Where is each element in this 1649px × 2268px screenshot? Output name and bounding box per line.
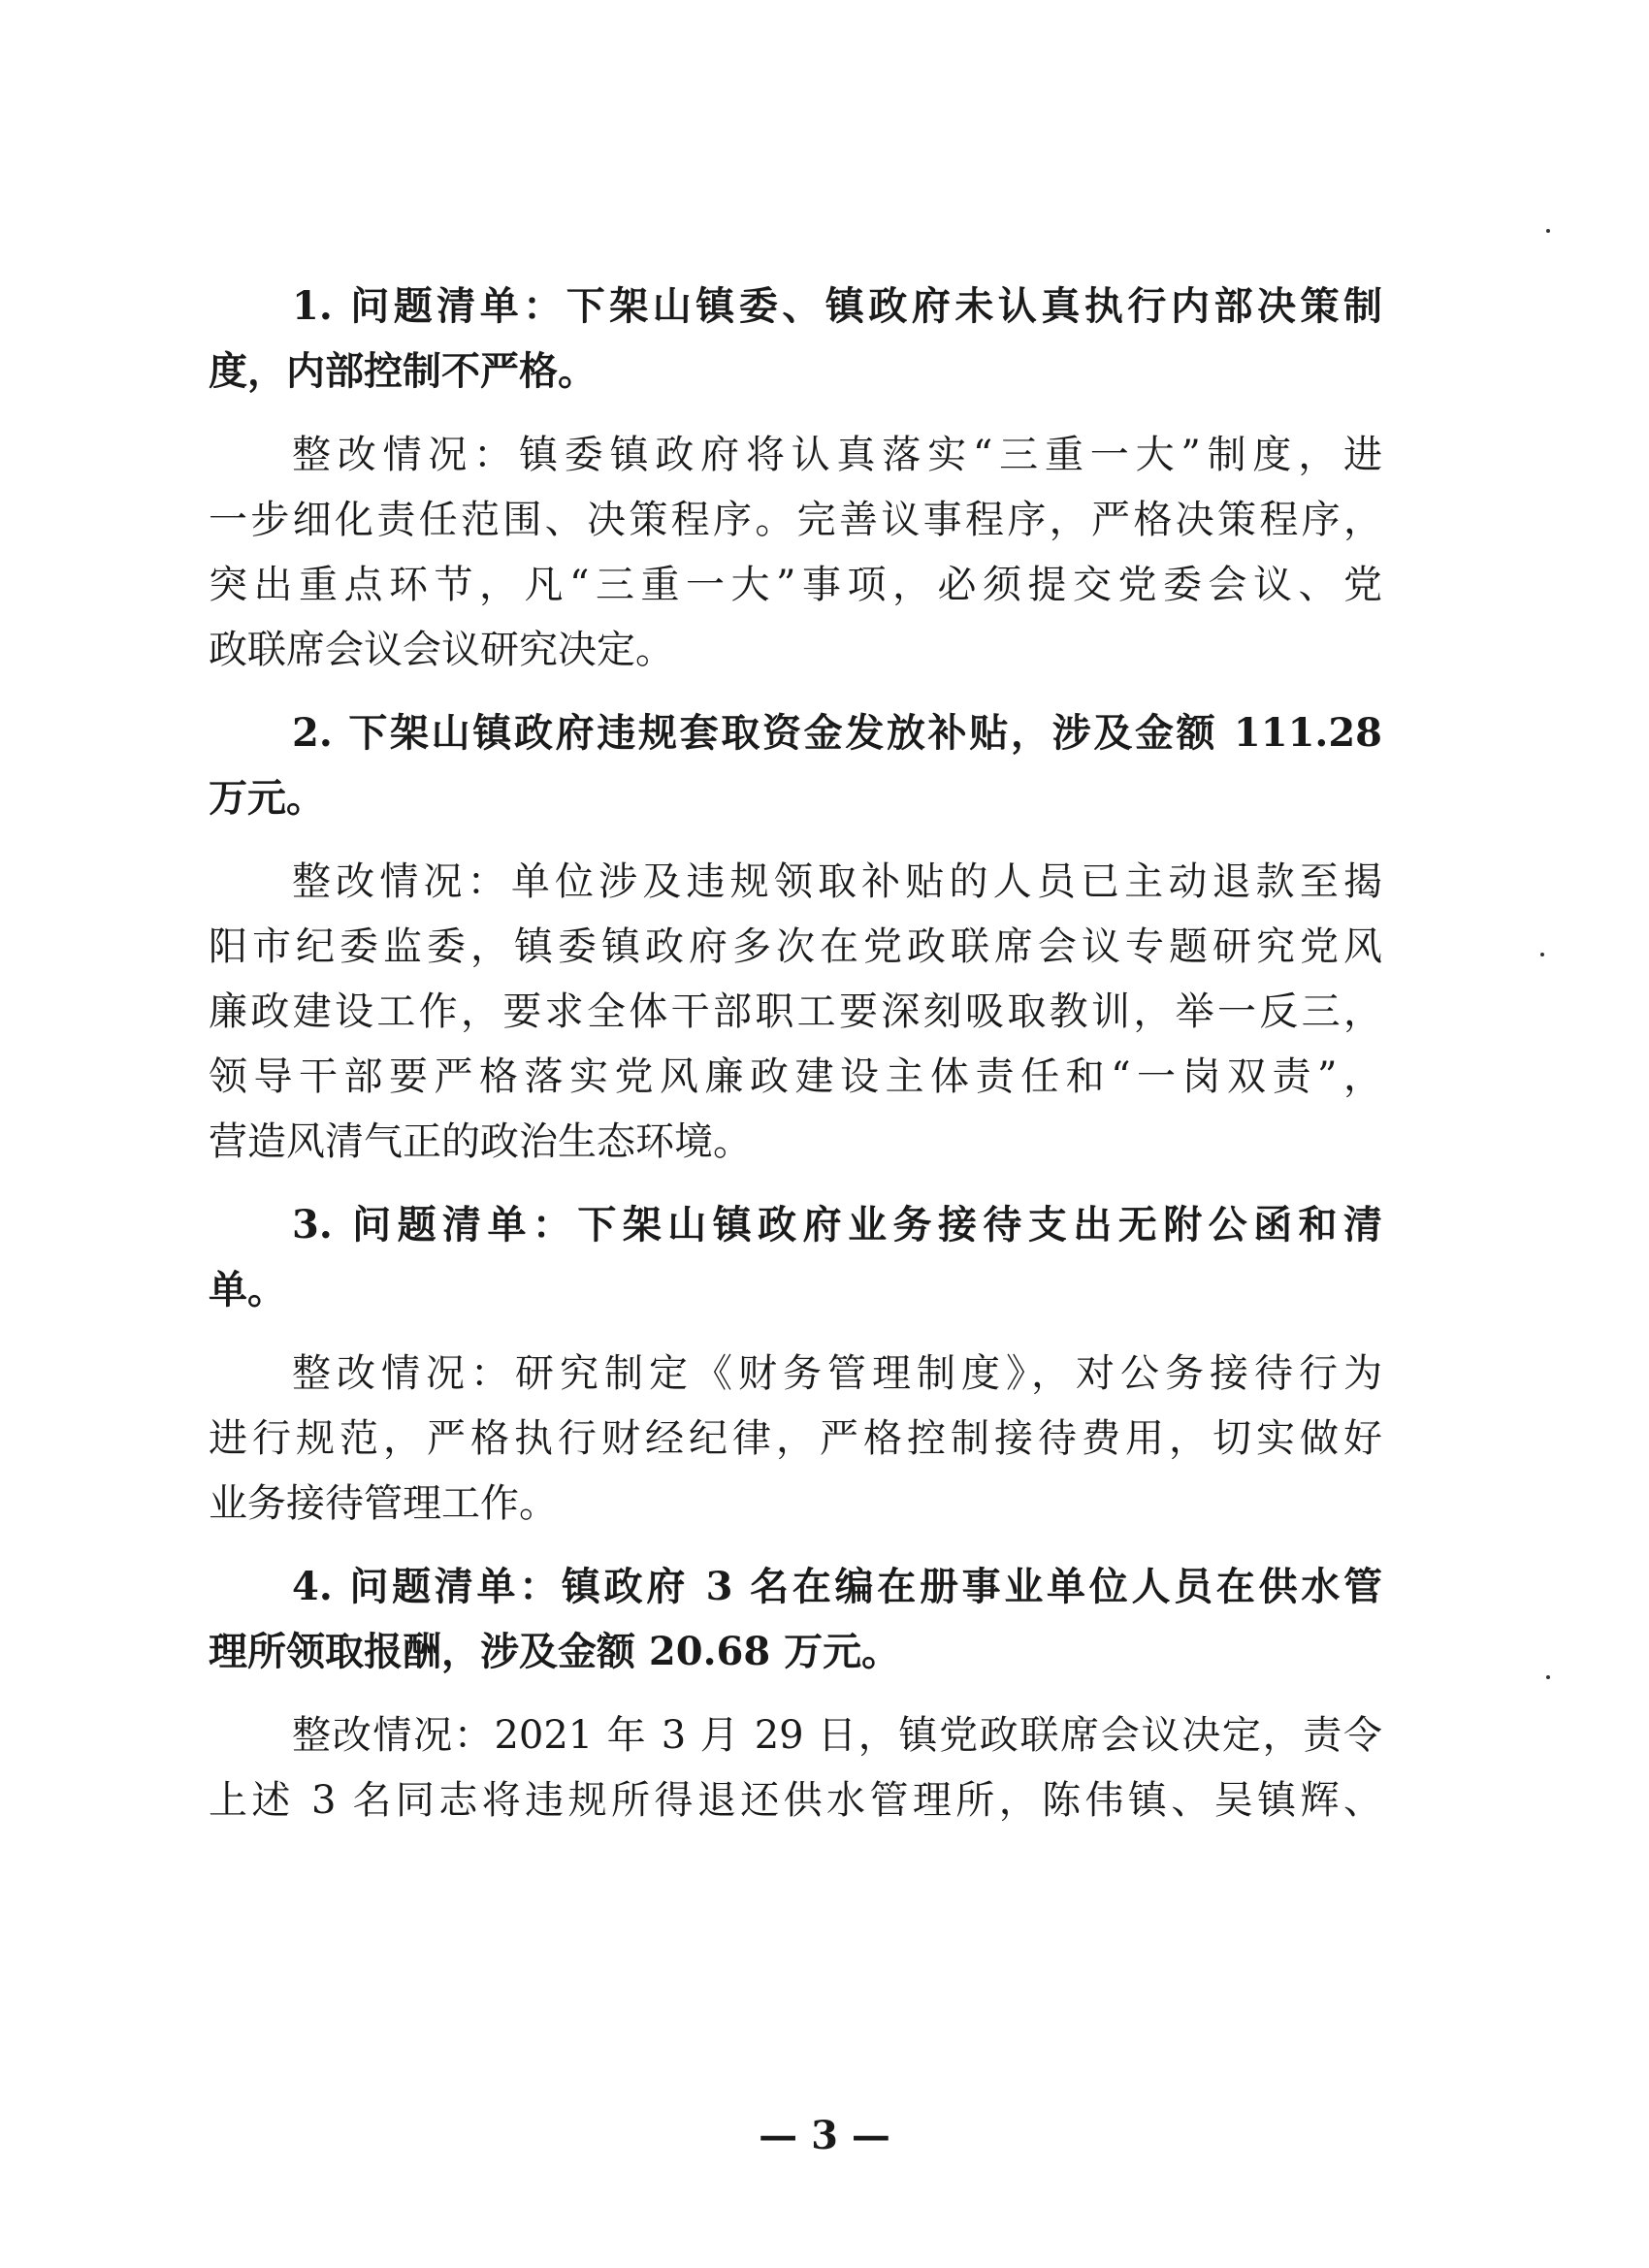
- section-1-heading-line-1: 1. 问题清单：下架山镇委、镇政府未认真执行内部决策制: [292, 283, 1382, 329]
- section-2-body-line-2: 阳市纪委监委，镇委镇政府多次在党政联席会议专题研究党风: [209, 924, 1382, 969]
- section-2-body-line-3: 廉政建设工作，要求全体干部职工要深刻吸取教训，举一反三，: [209, 989, 1382, 1034]
- section-2-body-line-5: 营造风清气正的政治生态环境。: [209, 1119, 752, 1164]
- section-1-body-line-4: 政联席会议会议研究决定。: [209, 628, 674, 672]
- section-1-heading-line-2: 度，内部控制不严格。: [209, 348, 597, 394]
- section-1-body-line-2: 一步细化责任范围、决策程序。完善议事程序，严格决策程序，: [209, 498, 1382, 542]
- section-2-body-line-1: 整改情况：单位涉及违规领取补贴的人员已主动退款至揭: [292, 859, 1382, 904]
- section-1-body-line-1: 整改情况：镇委镇政府将认真落实“三重一大”制度，进: [292, 433, 1382, 477]
- section-1-body-line-3: 突出重点环节，凡“三重一大”事项，必须提交党委会议、党: [209, 563, 1382, 607]
- section-4-heading-line-2: 理所领取报酬，涉及金额 20.68 万元。: [209, 1629, 901, 1674]
- scan-speck: [1540, 953, 1544, 956]
- section-4-body-line-1: 整改情况：2021 年 3 月 29 日，镇党政联席会议决定，责令: [292, 1713, 1382, 1758]
- scan-speck: [1546, 1675, 1550, 1679]
- section-3-heading-line-1: 3. 问题清单：下架山镇政府业务接待支出无附公函和清: [292, 1202, 1382, 1247]
- section-3-heading-line-2: 单。: [209, 1267, 286, 1312]
- section-2-body-line-4: 领导干部要严格落实党风廉政建设主体责任和“一岗双责”，: [209, 1054, 1382, 1099]
- section-3-body-line-3: 业务接待管理工作。: [209, 1481, 558, 1526]
- section-3-body-line-1: 整改情况：研究制定《财务管理制度》，对公务接待行为: [292, 1351, 1382, 1396]
- scan-speck: [1546, 229, 1550, 233]
- section-3-body-line-2: 进行规范，严格执行财经纪律，严格控制接待费用，切实做好: [209, 1416, 1382, 1461]
- section-2-heading-line-1: 2. 下架山镇政府违规套取资金发放补贴，涉及金额 111.28: [292, 710, 1382, 756]
- section-2-heading-line-2: 万元。: [209, 775, 325, 821]
- section-4-body-line-2: 上述 3 名同志将违规所得退还供水管理所，陈伟镇、吴镇辉、: [209, 1778, 1382, 1823]
- section-4-heading-line-1: 4. 问题清单：镇政府 3 名在编在册事业单位人员在供水管: [292, 1564, 1382, 1609]
- page-number: — 3 —: [759, 2113, 890, 2158]
